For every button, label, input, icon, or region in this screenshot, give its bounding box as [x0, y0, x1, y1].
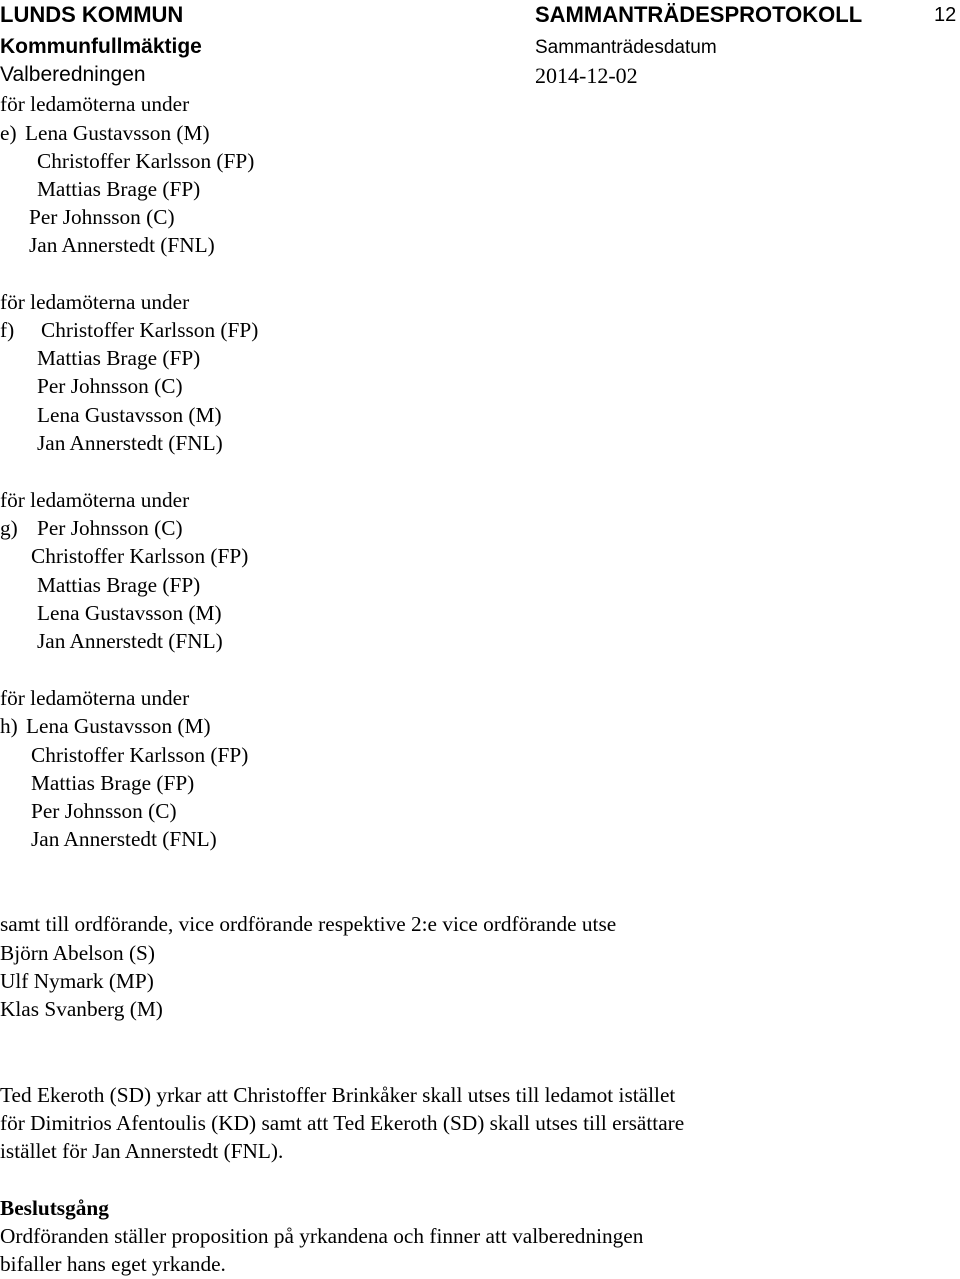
- section-e-name: Christoffer Karlsson (FP): [37, 149, 255, 173]
- section-g-name: Per Johnsson (C): [37, 516, 183, 540]
- section-g-intro: för ledamöterna under: [0, 488, 190, 512]
- meeting-date: 2014-12-02: [535, 63, 638, 88]
- chair-name: Klas Svanberg (M): [0, 997, 163, 1021]
- section-h-intro: för ledamöterna under: [0, 686, 190, 710]
- section-e-letter: e): [0, 121, 17, 145]
- section-e-name: Per Johnsson (C): [29, 205, 175, 229]
- section-g-name: Lena Gustavsson (M): [37, 601, 222, 625]
- section-f-name: Jan Annerstedt (FNL): [37, 431, 223, 455]
- section-h-name: Christoffer Karlsson (FP): [31, 743, 249, 767]
- section-h-name: Lena Gustavsson (M): [26, 714, 211, 738]
- committee-name: Valberedningen: [0, 63, 146, 86]
- chairs-intro: samt till ordförande, vice ordförande respektive 2:e vice ordförande utse: [0, 912, 617, 936]
- protocol-title: SAMMANTRÄDESPROTOKOLL: [535, 2, 863, 27]
- section-f-letter: f): [0, 318, 15, 342]
- motion-line: istället för Jan Annerstedt (FNL).: [0, 1139, 284, 1163]
- page-number: 12: [934, 4, 957, 26]
- section-e-intro: för ledamöterna under: [0, 92, 190, 116]
- section-g-letter: g): [0, 516, 18, 540]
- section-h-letter: h): [0, 714, 18, 738]
- decision-heading: Beslutsgång: [0, 1196, 109, 1220]
- section-f-name: Per Johnsson (C): [37, 374, 183, 398]
- municipality-name: LUNDS KOMMUN: [0, 2, 184, 27]
- council-name: Kommunfullmäktige: [0, 35, 202, 58]
- section-f-name: Christoffer Karlsson (FP): [41, 318, 259, 342]
- section-f-name: Mattias Brage (FP): [37, 346, 201, 370]
- motion-line: för Dimitrios Afentoulis (KD) samt att Ted Ekeroth (SD) skall utses till ersättare: [0, 1111, 685, 1135]
- decision-line: bifaller hans eget yrkande.: [0, 1252, 226, 1276]
- section-h-name: Jan Annerstedt (FNL): [31, 827, 217, 851]
- section-f-name: Lena Gustavsson (M): [37, 403, 222, 427]
- section-g-name: Mattias Brage (FP): [37, 573, 201, 597]
- section-e-name: Jan Annerstedt (FNL): [29, 233, 215, 257]
- section-e-name: Lena Gustavsson (M): [25, 121, 210, 145]
- decision-line: Ordföranden ställer proposition på yrkandena och finner att valberedningen: [0, 1224, 644, 1248]
- section-h-name: Mattias Brage (FP): [31, 771, 195, 795]
- section-h-name: Per Johnsson (C): [31, 799, 177, 823]
- chair-name: Björn Abelson (S): [0, 941, 155, 965]
- section-g-name: Christoffer Karlsson (FP): [31, 544, 249, 568]
- section-g-name: Jan Annerstedt (FNL): [37, 629, 223, 653]
- section-f-intro: för ledamöterna under: [0, 290, 190, 314]
- section-e-name: Mattias Brage (FP): [37, 177, 201, 201]
- motion-line: Ted Ekeroth (SD) yrkar att Christoffer Brinkåker skall utses till ledamot istället: [0, 1083, 676, 1107]
- chair-name: Ulf Nymark (MP): [0, 969, 154, 993]
- date-label: Sammanträdesdatum: [535, 37, 717, 58]
